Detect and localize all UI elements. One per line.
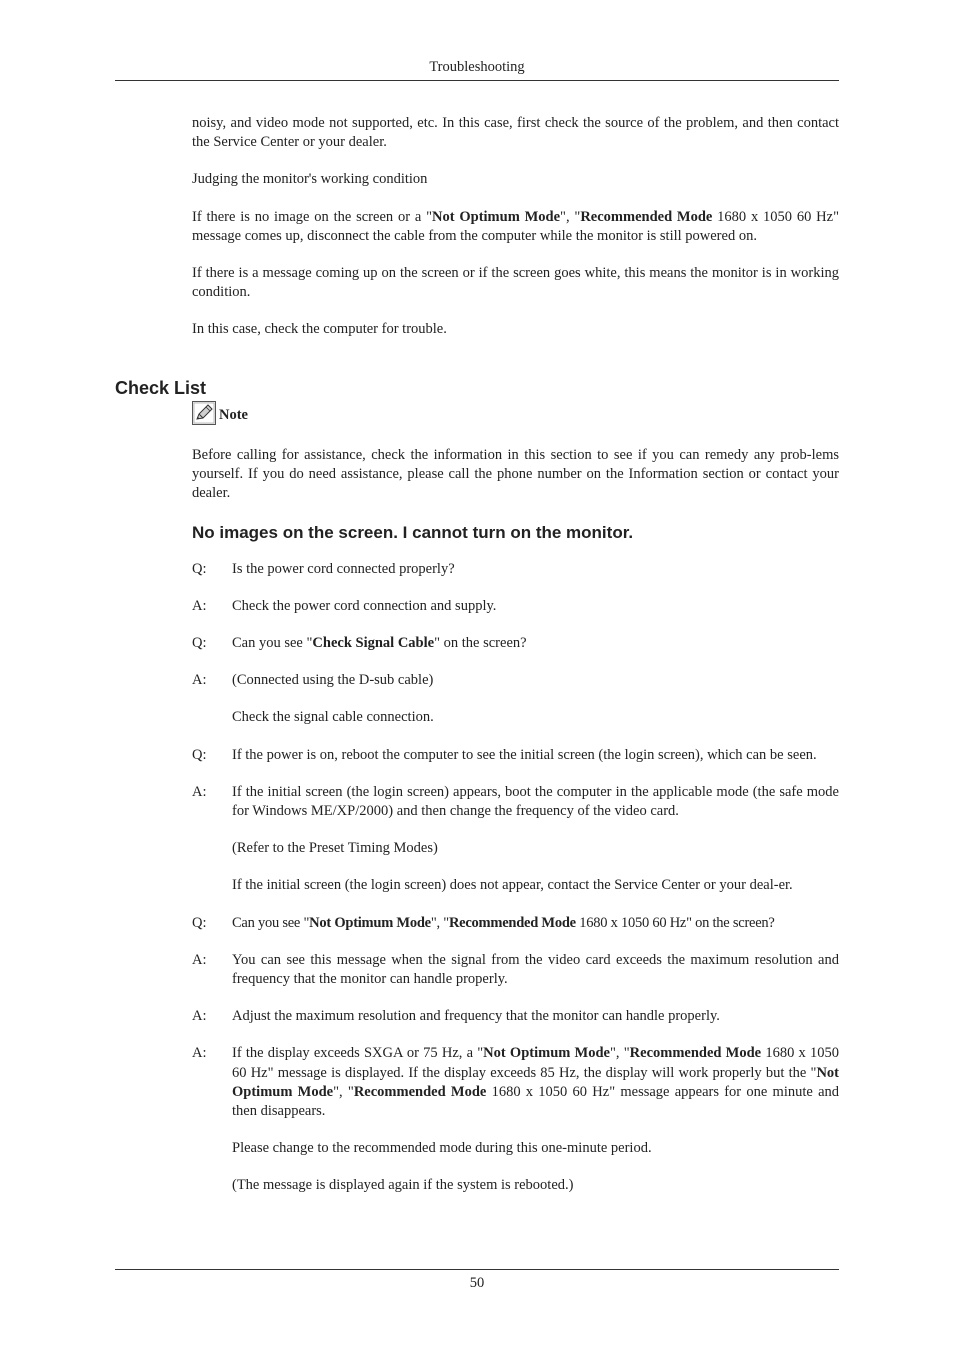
note-row: [192, 401, 248, 425]
answer-text: Adjust the maximum resolution and frequency that the monitor can handle properly.: [232, 1008, 720, 1025]
qa-item: [192, 951, 839, 989]
qa-item: [192, 597, 839, 616]
a-label: A:: [192, 1045, 207, 1062]
answer-text: If the initial screen (the login screen) does not appear, contact the Service Center or your deal-er.: [232, 877, 793, 894]
answer-text: Check the power cord connection and supply.: [232, 597, 497, 614]
intro-paragraph-1: noisy, and video mode not supported, etc. In this case, first check the source of the problem, and then contact the Service Center or your dealer.: [192, 115, 839, 151]
answer-text: (Connected using the D-sub cable): [232, 672, 434, 689]
page-footer: [115, 1269, 839, 1292]
q-label: Q:: [192, 560, 207, 577]
qa-item: [192, 1044, 839, 1195]
answer-text: (Refer to the Preset Timing Modes): [232, 840, 438, 857]
a-label: A:: [192, 1008, 207, 1025]
q-label: Q:: [192, 746, 207, 763]
a-label: A:: [192, 672, 207, 689]
note-text: Before calling for assistance, check the information in this section to see if you can remedy any prob-lems yourself. If you do need assistance, please call the phone number on the Information section or contact your dealer.: [192, 447, 839, 502]
intro-paragraph-2: Judging the monitor's working condition: [192, 171, 428, 188]
qa-item: [192, 746, 839, 765]
qa-item: [192, 1007, 839, 1026]
answer-text: Please change to the recommended mode during this one-minute period.: [232, 1140, 652, 1157]
answer-text: If the initial screen (the login screen) appears, boot the computer in the applicable mode (the safe mode for Windows ME/XP/2000) and then change the frequency of the video card.: [232, 783, 839, 820]
answer-text: If the display exceeds SXGA or 75 Hz, a "Not Optimum Mode", "Recommended Mode 1680 x 1050 60 Hz" message is displayed. If the display exceeds 85 Hz, the display will work properly but the "Not Optimum Mode", "Recommended Mode 1680 x 1050 60 Hz" message appears for one minute and then disappears.: [232, 1045, 840, 1120]
a-label: A:: [192, 951, 207, 968]
question-text: Can you see "Not Optimum Mode", "Recommended Mode 1680 x 1050 60 Hz" on the screen?: [232, 914, 775, 931]
header-title: Troubleshooting: [429, 59, 525, 75]
qa-item: [192, 914, 839, 933]
page-number: 50: [469, 1275, 485, 1291]
a-label: A:: [192, 783, 207, 800]
question-text: Can you see "Check Signal Cable" on the screen?: [232, 635, 527, 652]
qa-item: [192, 783, 839, 896]
answer-text: (The message is displayed again if the system is rebooted.): [232, 1177, 574, 1194]
question-text: Is the power cord connected properly?: [232, 560, 455, 577]
qa-item: [192, 560, 839, 579]
q-label: Q:: [192, 635, 207, 652]
note-label: Note: [219, 407, 248, 423]
answer-text: Check the signal cable connection.: [232, 709, 434, 726]
qa-item: [192, 634, 839, 653]
intro-paragraph-4: If there is a message coming up on the screen or if the screen goes white, this means the monitor is in working condition.: [192, 265, 839, 301]
section-heading: No images on the screen. I cannot turn on the monitor.: [192, 522, 634, 542]
check-list-heading: Check List: [115, 378, 207, 398]
a-label: A:: [192, 597, 207, 614]
intro-section: [192, 114, 839, 358]
note-pencil-icon: [192, 401, 216, 425]
q-label: Q:: [192, 914, 207, 931]
check-list-body: [192, 446, 839, 1214]
answer-text: You can see this message when the signal from the video card exceeds the maximum resolution and frequency that the monitor can handle properly.: [232, 951, 839, 988]
intro-paragraph-3: If there is no image on the screen or a "Not Optimum Mode", "Recommended Mode 1680 x 1050 60 Hz" message comes up, disconnect the cable from the computer while the monitor is still powered on.: [192, 208, 839, 244]
intro-paragraph-5: In this case, check the computer for trouble.: [192, 321, 447, 338]
qa-item: [192, 671, 839, 727]
question-text: If the power is on, reboot the computer to see the initial screen (the login screen), which can be seen.: [232, 746, 817, 763]
page-header: [115, 58, 839, 81]
